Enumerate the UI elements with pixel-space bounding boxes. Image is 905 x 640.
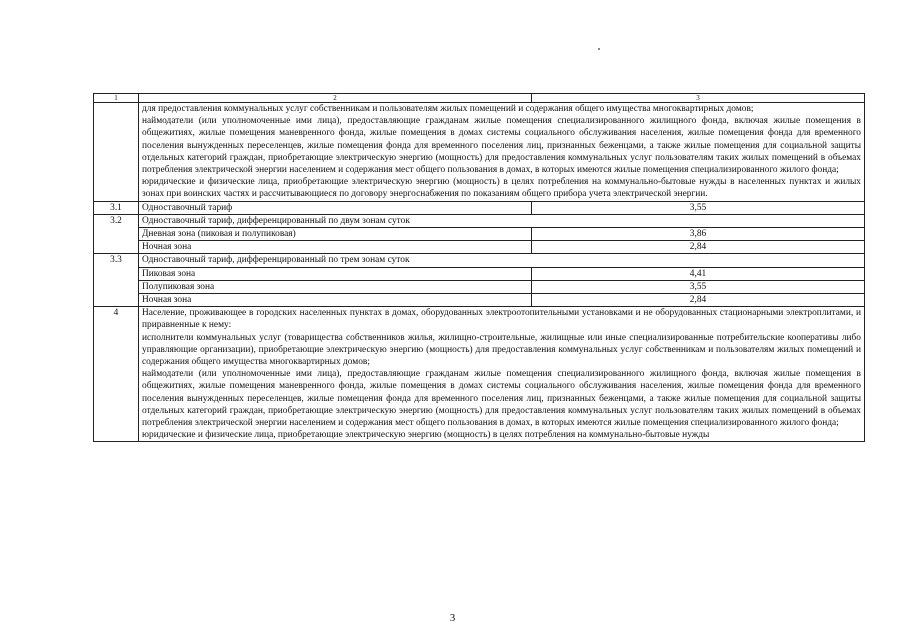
continuation-row: [94, 103, 865, 202]
tariff-value: 2,84: [532, 241, 865, 254]
table-row: [94, 241, 865, 254]
zone-label: Ночная зона: [139, 241, 532, 254]
row-number: 4: [94, 307, 139, 442]
table-row: [94, 294, 865, 307]
zone-label: Ночная зона: [139, 294, 532, 307]
row-number: 3.3: [94, 254, 139, 307]
header-row: [94, 94, 865, 103]
header-col-1: 1: [94, 94, 139, 103]
paragraph: юридические и физические лица, приобретающие электрическую энергию (мощность) в целях потребления на коммунально-бытовые нужды: [142, 430, 710, 441]
table-row: [94, 228, 865, 241]
paragraph: для предоставления коммунальных услуг собственникам и пользователям жилых помещений и содержания общего имущества многоквартирных домов;: [142, 104, 754, 114]
zone-label: Дневная зона (пиковая и полупиковая): [139, 228, 532, 241]
tariff-label: Одноставочный тариф: [139, 201, 532, 214]
table-row: [94, 254, 865, 267]
table-row: [94, 307, 865, 442]
table-row: [94, 214, 865, 227]
tariff-value: 4,41: [532, 267, 865, 280]
row-number: 3.2: [94, 214, 139, 254]
zone-label: Пиковая зона: [139, 267, 532, 280]
table-row: [94, 280, 865, 293]
table-row: [94, 201, 865, 214]
scan-dot: [598, 48, 600, 50]
paragraph: юридические и физические лица, приобретающие электрическую энергию (мощность) в целях потребления на коммунально-бытовые нужды в населенных пунктах и жилых зонах при воинских частях и рассчитывающиеся по договору энергоснабжения по показаниям общего прибора учета электрической энергии.: [142, 177, 861, 200]
header-col-2: 2: [139, 94, 532, 103]
paragraph: наймодатели (или уполномоченные ими лица), предоставляющие гражданам жилые помещения специализированного жилищного фонда, включая жилые помещения в общежитиях, жилые помещения маневренного фонда, жилые помещения в домах системы социального обслуживания населения, жилые помещения фонда для временного поселения вынужденных переселенцев, жилые помещения фонда для временного поселения лиц, признанных беженцами, а также жилые помещения для социальной защиты отдельных категорий граждан, приобретающие электрическую энергию (мощность) для предоставления коммунальных услуг пользователям таких жилых помещений в объемах потребления электрической энергии населением и содержания мест общего пользования в домах, в которых имеются жилые помещения специализированного жилого фонда;: [142, 116, 861, 176]
header-col-3: 3: [532, 94, 865, 103]
tariff-group-label: Одноставочный тариф, дифференцированный по трем зонам суток: [139, 254, 865, 267]
tariff-table: [93, 93, 865, 442]
tariff-group-label: Одноставочный тариф, дифференцированный по двум зонам суток: [139, 214, 865, 227]
tariff-value: 3,55: [532, 201, 865, 214]
tariff-value: 3,86: [532, 228, 865, 241]
paragraph: Население, проживающее в городских населенных пунктах в домах, оборудованных электроотопительными установками и не оборудованных стационарными электроплитами, и приравненные к нему:: [142, 308, 861, 331]
table-row: [94, 267, 865, 280]
row-number: 3.1: [94, 201, 139, 214]
continuation-text-cell: [139, 103, 865, 202]
category-text-cell: [139, 307, 865, 442]
zone-label: Полупиковая зона: [139, 280, 532, 293]
page-number: 3: [449, 612, 456, 624]
tariff-value: 3,55: [532, 280, 865, 293]
paragraph: исполнители коммунальных услуг (товарищества собственников жилья, жилищно-строительные, жилищные или иные специализированные потребительские кооперативы либо управляющие организации), приобретающие электрическую энергию (мощность) для предоставления коммунальных услуг собственникам и пользователям жилых помещений и содержания общего имущества многоквартирных домов;: [142, 332, 861, 368]
paragraph: наймодатели (или уполномоченные ими лица), предоставляющие гражданам жилые помещения специализированного жилищного фонда, включая жилые помещения в общежитиях, жилые помещения маневренного фонда, жилые помещения в домах системы социального обслуживания населения, жилые помещения фонда для временного поселения вынужденных переселенцев, жилые помещения фонда для временного поселения лиц, признанных беженцами, а также жилые помещения для социальной защиты отдельных категорий граждан, приобретающие электрическую энергию (мощность) для предоставления коммунальных услуг пользователям таких жилых помещений в объемах потребления электрической энергии населением и содержания мест общего пользования в домах, в которых имеются жилые помещения специализированного жилого фонда;: [142, 369, 861, 429]
continuation-num-cell: [94, 103, 139, 202]
tariff-value: 2,84: [532, 294, 865, 307]
